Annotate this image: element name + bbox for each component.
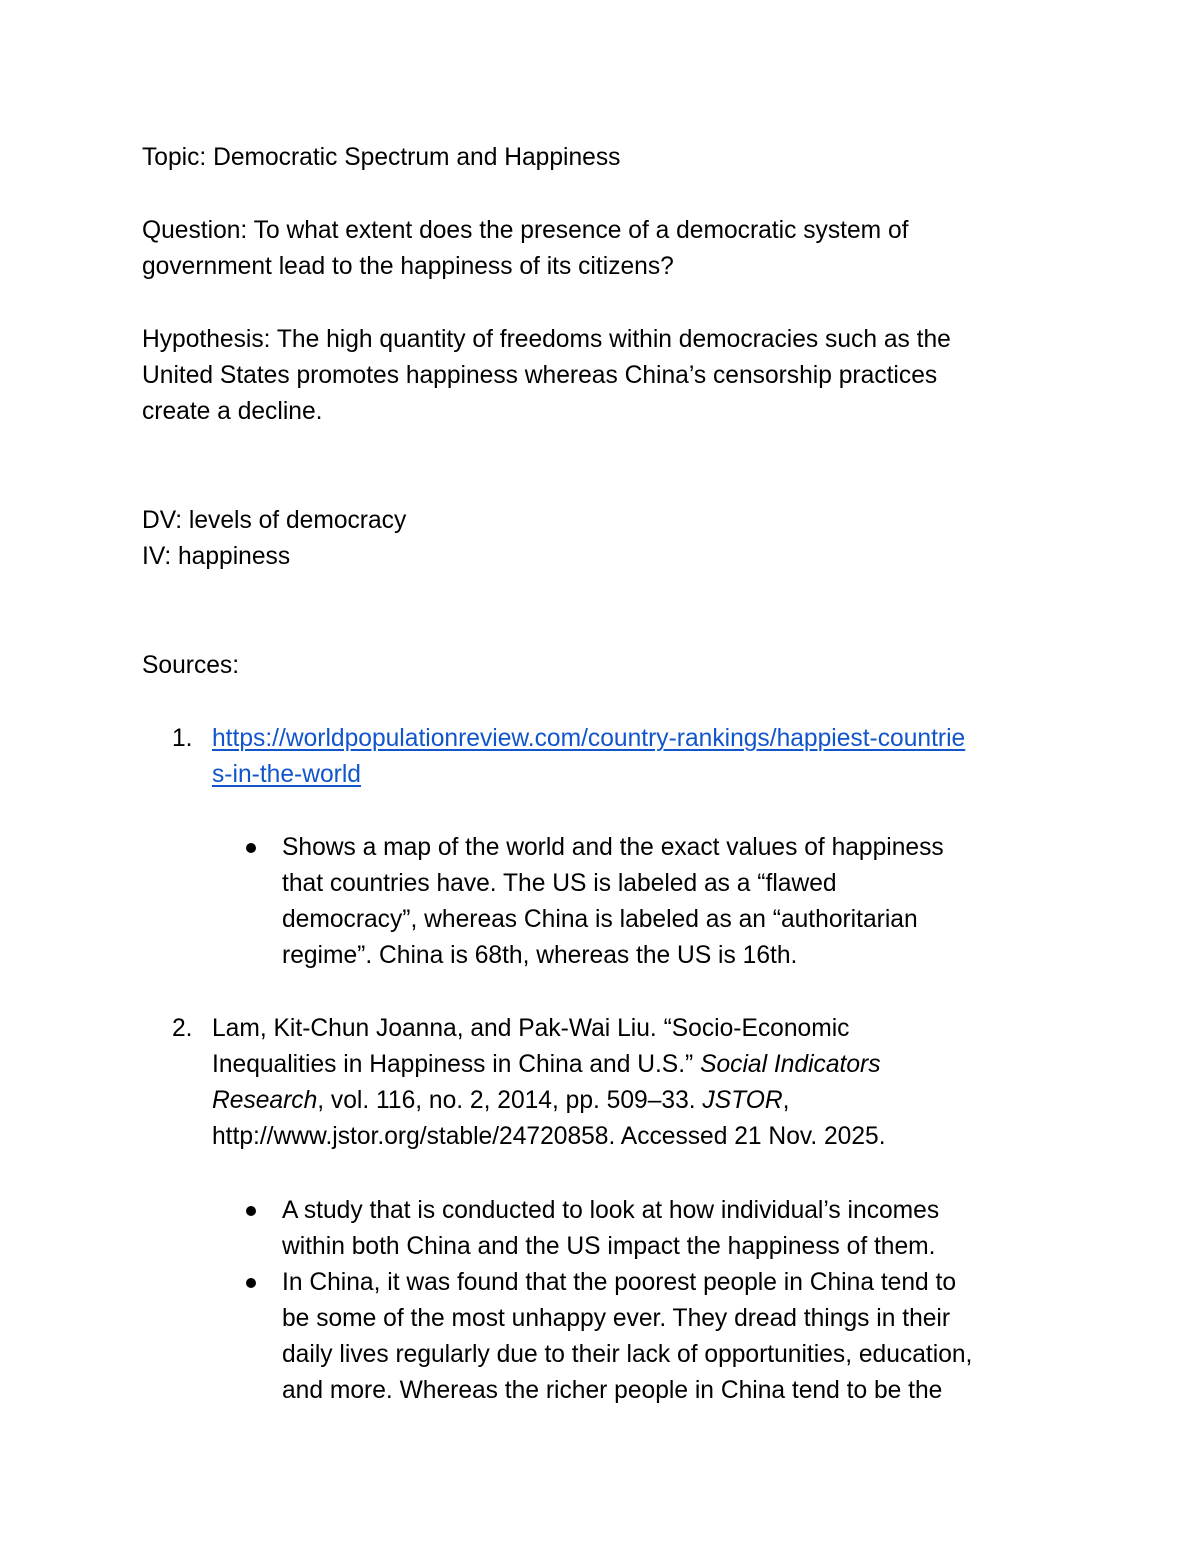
citation-volume: , vol. 116, no. 2, 2014, pp. 509–33.	[317, 1087, 703, 1114]
question-line-1: Question: To what extent does the presence of a democratic system of	[142, 217, 909, 244]
source-2-number: 2.	[172, 1015, 193, 1042]
source-1-bullet-1-line-3: democracy”, whereas China is labeled as an “authoritarian	[282, 906, 918, 933]
bullet-dot	[246, 843, 256, 853]
iv-line: IV: happiness	[142, 543, 291, 570]
source-2-bullet-1-line-1: A study that is conducted to look at how individual’s incomes	[282, 1197, 940, 1224]
source-2-citation-line-1: Lam, Kit-Chun Joanna, and Pak-Wai Liu. “Socio-Economic	[212, 1015, 850, 1042]
citation-journal-part-2: Research	[212, 1087, 318, 1114]
citation-comma: ,	[782, 1087, 790, 1114]
hypothesis-line-1: Hypothesis: The high quantity of freedoms within democracies such as the	[142, 326, 951, 353]
source-2-bullet-2-line-3: daily lives regularly due to their lack of opportunities, education,	[282, 1341, 973, 1368]
sources-heading: Sources:	[142, 652, 240, 679]
citation-journal-part-1: Social Indicators	[700, 1051, 881, 1078]
source-1-link-continued[interactable]: s-in-the-world	[212, 761, 361, 788]
source-1-link[interactable]: https://worldpopulationreview.com/country-rankings/happiest-countrie	[212, 725, 966, 752]
source-1-bullet-1-line-4: regime”. China is 68th, whereas the US is 16th.	[282, 942, 798, 969]
source-2-bullet-2-line-1: In China, it was found that the poorest people in China tend to	[282, 1269, 957, 1296]
source-2-citation-line-2	[212, 1047, 881, 1083]
bullet-dot	[246, 1206, 256, 1216]
dv-line: DV: levels of democracy	[142, 507, 407, 534]
hypothesis-line-2: United States promotes happiness whereas China’s censorship practices	[142, 362, 938, 389]
topic-line: Topic: Democratic Spectrum and Happiness	[142, 144, 621, 171]
hypothesis-line-3: create a decline.	[142, 398, 323, 425]
source-1-bullet-1-line-1: Shows a map of the world and the exact values of happiness	[282, 834, 944, 861]
source-2-citation-line-3	[212, 1083, 789, 1119]
source-1-link-line-2[interactable]	[212, 757, 361, 793]
source-1-bullet-1-line-2: that countries have. The US is labeled as a “flawed	[282, 870, 837, 897]
source-2-bullet-2-line-2: be some of the most unhappy ever. They dread things in their	[282, 1305, 951, 1332]
source-1-number: 1.	[172, 725, 193, 752]
bullet-dot	[246, 1278, 256, 1288]
source-2-citation-line-4: http://www.jstor.org/stable/24720858. Accessed 21 Nov. 2025.	[212, 1123, 886, 1150]
citation-database: JSTOR	[702, 1087, 783, 1114]
source-2-bullet-2-line-4: and more. Whereas the richer people in China tend to be the	[282, 1377, 943, 1404]
source-1-link-line-1[interactable]	[212, 721, 965, 757]
citation-title: Inequalities in Happiness in China and U.S.”	[212, 1051, 701, 1078]
source-2-bullet-1-line-2: within both China and the US impact the happiness of them.	[282, 1233, 936, 1260]
question-line-2: government lead to the happiness of its citizens?	[142, 253, 674, 280]
